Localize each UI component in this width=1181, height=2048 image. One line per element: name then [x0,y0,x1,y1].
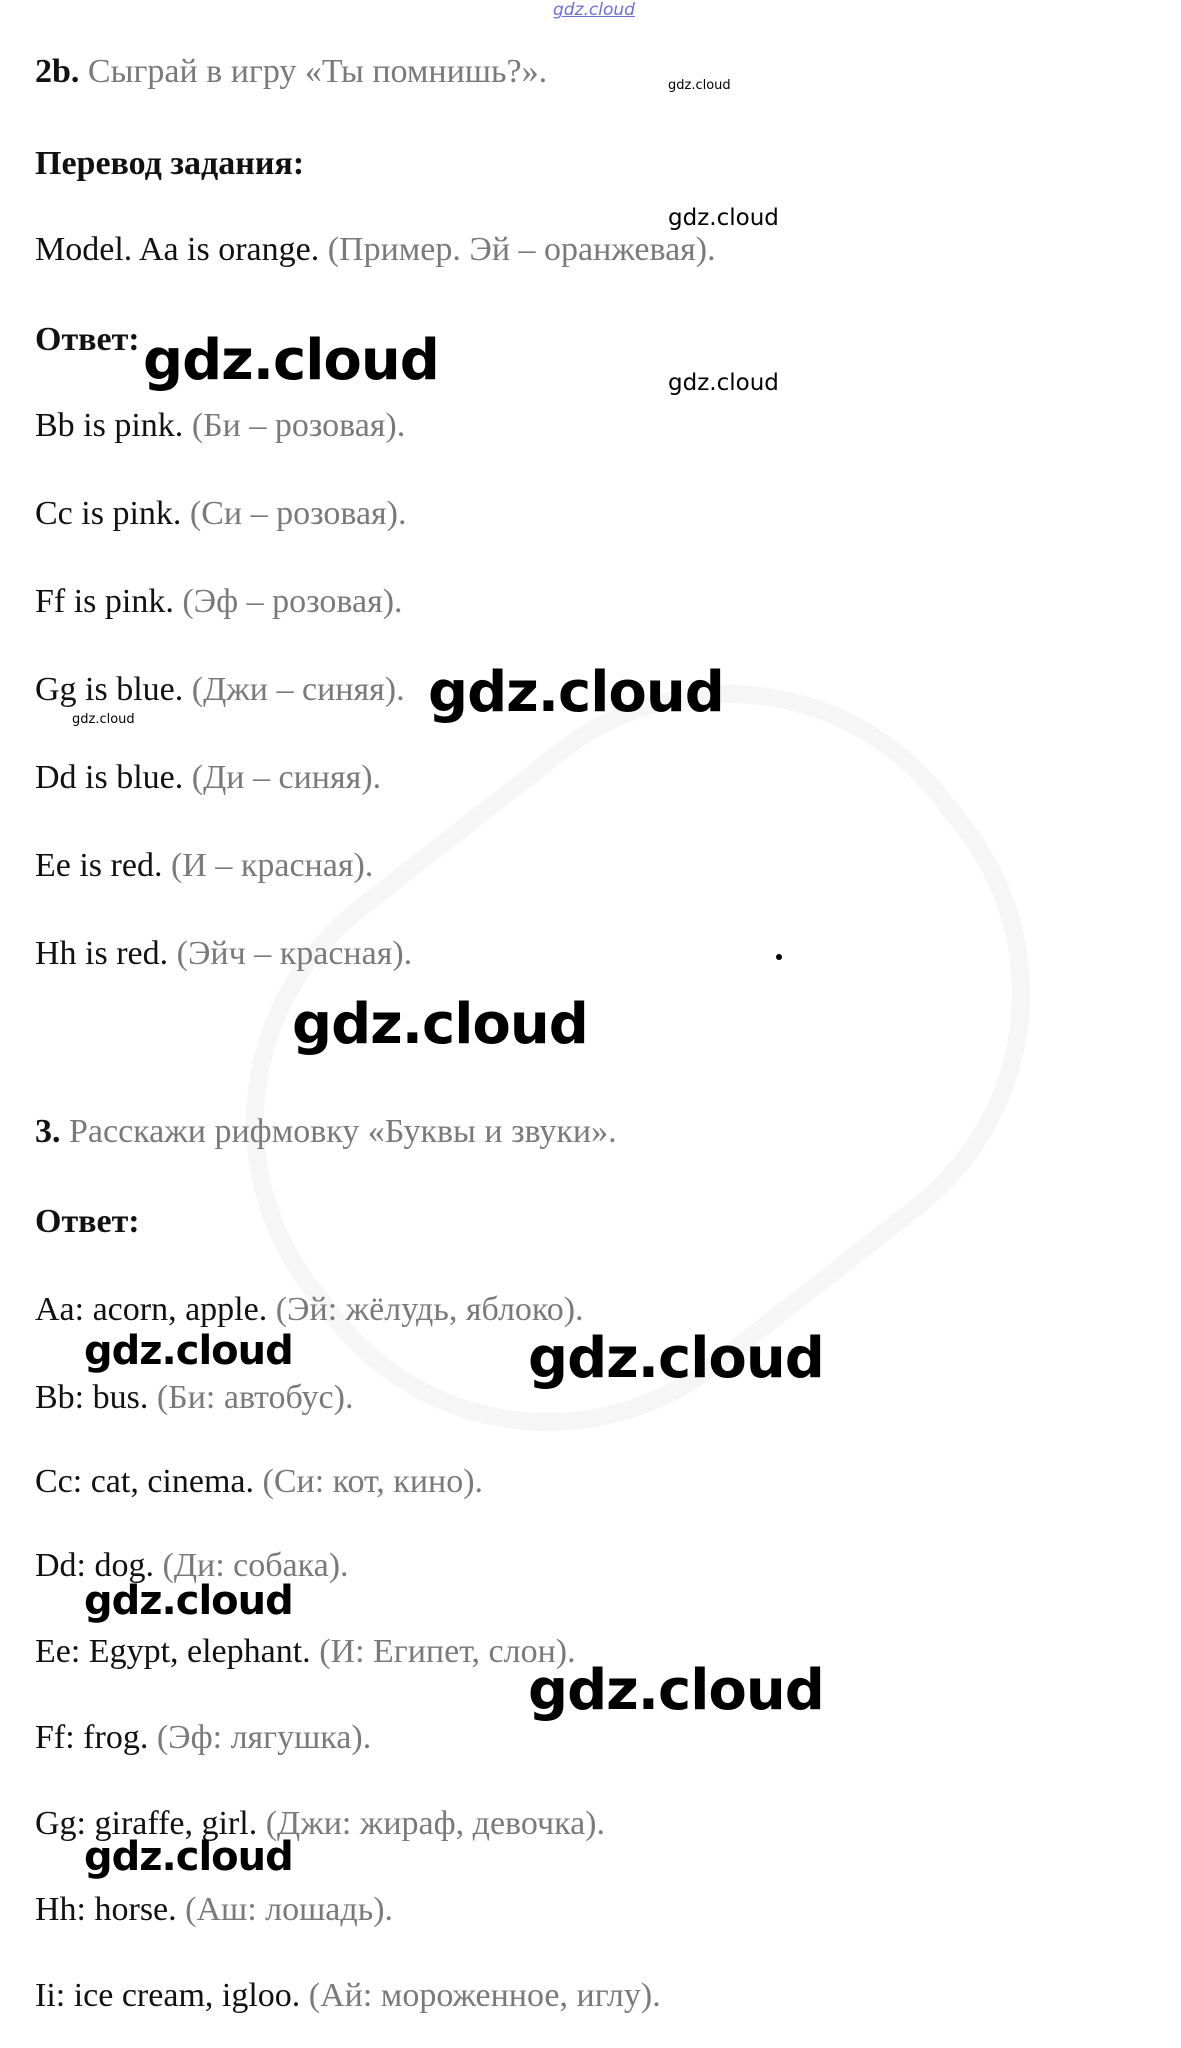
rhyme-ru: (Ай: мороженное, иглу). [308,1977,661,2014]
watermark-text: gdz.cloud [668,205,779,231]
answer-en: Dd is blue. [35,759,184,796]
answer-ru: (И – красная). [170,847,374,884]
answer-en: Ee is red. [35,847,163,884]
model-ru: (Пример. Эй – оранжевая). [327,231,716,268]
watermark-text: gdz.cloud [143,328,439,393]
task-2b-title: Сыграй в игру «Ты помнишь?». [87,53,548,90]
answer-en: Hh is red. [35,935,169,972]
rhyme-line [35,1718,371,1758]
rhyme-line [35,1462,483,1502]
rhyme-en: Ee: Egypt, elephant. [35,1633,311,1670]
rhyme-ru: (Аш: лошадь). [185,1891,394,1928]
answer-ru: (Си – розовая). [189,495,407,532]
watermark-text: gdz.cloud [528,1658,824,1723]
answer-line [35,934,412,974]
stray-dot [776,954,782,960]
watermark-text: gdz.cloud [72,712,135,727]
answer-ru: (Би – розовая). [191,407,406,444]
answer-ru: (Эф – розовая). [182,583,403,620]
watermark-text: gdz.cloud [84,1328,293,1374]
answer-line [35,758,381,798]
task-2b-answer-heading: Ответ: [35,321,140,358]
rhyme-en: Bb: bus. [35,1379,149,1416]
watermark-text: gdz.cloud [668,370,779,396]
rhyme-ru: (Си: кот, кино). [262,1463,484,1500]
rhyme-ru: (Ди: собака). [162,1547,349,1584]
rhyme-line [35,1290,584,1330]
answer-ru: (Ди – синяя). [191,759,382,796]
answer-en: Ff is pink. [35,583,174,620]
task-3-answer-heading: Ответ: [35,1203,140,1240]
rhyme-ru: (Би: автобус). [156,1379,354,1416]
rhyme-ru: (И: Египет, слон). [319,1633,576,1670]
rhyme-en: Ii: ice cream, igloo. [35,1977,301,2014]
rhyme-ru: (Эй: жёлудь, яблоко). [275,1291,584,1328]
watermark-text: gdz.cloud [292,992,588,1057]
answer-line [35,582,403,622]
answer-en: Bb is pink. [35,407,184,444]
rhyme-line [35,1890,393,1930]
watermark-text: gdz.cloud [668,78,731,93]
watermark-text: gdz.cloud [428,660,724,725]
rhyme-line [35,1378,353,1418]
rhyme-ru: (Джи: жираф, девочка). [265,1805,606,1842]
task-2b-heading [35,52,547,92]
answer-ru: (Эйч – красная). [176,935,413,972]
model-en: Model. Aa is orange. [35,231,320,268]
rhyme-en: Dd: dog. [35,1547,154,1584]
answer-en: Cc is pink. [35,495,182,532]
task-3-title: Расскажи рифмовку «Буквы и звуки». [69,1113,617,1150]
rhyme-line [35,1632,576,1672]
watermark-text: gdz.cloud [84,1834,293,1880]
rhyme-en: Cc: cat, cinema. [35,1463,255,1500]
rhyme-en: Ff: frog. [35,1719,149,1756]
task-3-number: 3. [35,1113,61,1150]
answer-line [35,846,373,886]
rhyme-en: Hh: horse. [35,1891,177,1928]
answer-ru: (Джи – синяя). [191,671,405,708]
model-line [35,230,716,270]
task-3-heading [35,1112,617,1152]
translation-heading: Перевод задания: [35,145,305,182]
watermark-text: gdz.cloud [84,1578,293,1624]
answer-line [35,494,407,534]
watermark-text: gdz.cloud [553,0,635,20]
answer-en: Gg is blue. [35,671,184,708]
rhyme-line [35,1976,661,2016]
rhyme-en: Aa: acorn, apple. [35,1291,268,1328]
watermark-text: gdz.cloud [528,1326,824,1391]
task-2b-number: 2b. [35,53,80,90]
answer-line [35,406,405,446]
answer-line [35,670,405,710]
rhyme-en: Gg: giraffe, girl. [35,1805,258,1842]
rhyme-ru: (Эф: лягушка). [156,1719,372,1756]
